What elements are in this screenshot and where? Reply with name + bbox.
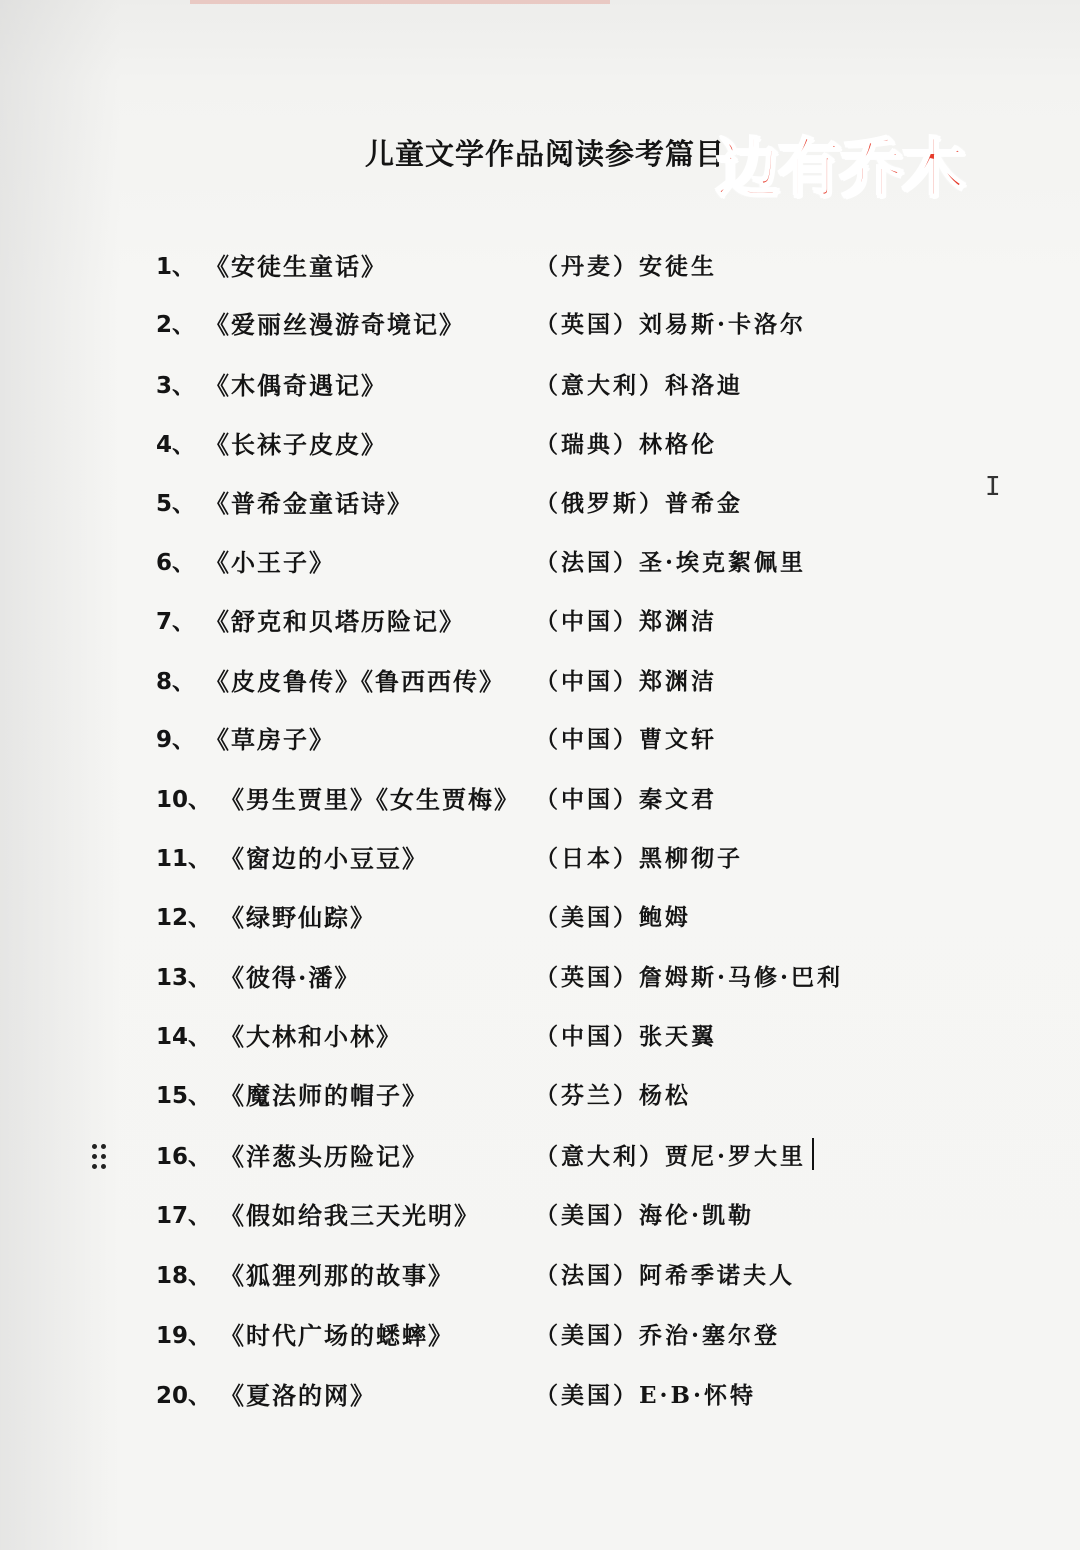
item-number: 19、 <box>156 1323 212 1349</box>
book-author: （美国）鲍姆 <box>535 904 691 931</box>
list-item <box>0 543 1080 583</box>
item-number: 18、 <box>156 1263 212 1289</box>
page-title: 儿童文学作品阅读参考篇目 <box>365 137 726 171</box>
text-cursor-icon: I <box>985 472 1001 502</box>
book-author: （丹麦）安徒生 <box>535 253 717 280</box>
list-item <box>0 366 1080 406</box>
item-number: 15、 <box>156 1083 212 1109</box>
book-author: （芬兰）杨松 <box>535 1082 691 1109</box>
book-title: 《小王子》 <box>205 548 335 577</box>
item-number: 7、 <box>156 609 196 635</box>
item-number: 16、 <box>156 1144 212 1170</box>
item-number: 3、 <box>156 373 196 399</box>
book-author: （法国）圣·埃克絮佩里 <box>535 549 807 576</box>
book-author: （中国）郑渊洁 <box>535 608 717 635</box>
list-item <box>0 720 1080 760</box>
list-item <box>0 839 1080 879</box>
list-item <box>0 1196 1080 1236</box>
book-author: （美国）海伦·凯勒 <box>535 1202 755 1229</box>
list-item <box>0 898 1080 938</box>
item-number: 4、 <box>156 432 196 458</box>
list-item <box>0 780 1080 820</box>
item-number: 9、 <box>156 727 196 753</box>
book-author: （瑞典）林格伦 <box>535 431 717 458</box>
book-title: 《时代广场的蟋蟀》 <box>220 1321 454 1350</box>
item-number: 12、 <box>156 905 212 931</box>
book-title: 《窗边的小豆豆》 <box>220 844 428 873</box>
book-title: 《安徒生童话》 <box>205 252 387 281</box>
list-item <box>0 1376 1080 1416</box>
text-caret <box>812 1138 814 1170</box>
book-author: （日本）黑柳彻子 <box>535 845 743 872</box>
item-number: 17、 <box>156 1203 212 1229</box>
book-author: （美国）E·B·怀特 <box>535 1382 756 1409</box>
list-item <box>0 1256 1080 1296</box>
book-title: 《长袜子皮皮》 <box>205 430 387 459</box>
list-item <box>0 662 1080 702</box>
book-title: 《爱丽丝漫游奇境记》 <box>205 310 465 339</box>
item-number: 10、 <box>156 787 212 813</box>
book-title: 《木偶奇遇记》 <box>205 371 387 400</box>
book-title: 《大林和小林》 <box>220 1022 402 1051</box>
book-author: （中国）郑渊洁 <box>535 668 717 695</box>
book-title: 《草房子》 <box>205 725 335 754</box>
book-title: 《洋葱头历险记》 <box>220 1142 428 1171</box>
item-number: 2、 <box>156 312 196 338</box>
list-item <box>0 425 1080 465</box>
item-number: 5、 <box>156 491 196 517</box>
item-number: 13、 <box>156 965 212 991</box>
book-author: （英国）刘易斯·卡洛尔 <box>535 311 807 338</box>
item-number: 14、 <box>156 1024 212 1050</box>
list-item <box>0 484 1080 524</box>
book-author: （中国）秦文君 <box>535 786 717 813</box>
item-number: 8、 <box>156 669 196 695</box>
book-author: （中国）曹文轩 <box>535 726 717 753</box>
book-title: 《魔法师的帽子》 <box>220 1081 428 1110</box>
list-item <box>0 1017 1080 1057</box>
drag-handle-icon[interactable] <box>90 1142 110 1172</box>
item-number: 20、 <box>156 1383 212 1409</box>
book-author: （意大利）科洛迪 <box>535 372 743 399</box>
book-title: 《皮皮鲁传》《鲁西西传》 <box>205 667 505 696</box>
list-item <box>0 1316 1080 1356</box>
book-title: 《狐狸列那的故事》 <box>220 1261 454 1290</box>
item-number: 1、 <box>156 254 196 280</box>
book-title: 《绿野仙踪》 <box>220 903 376 932</box>
book-title: 《夏洛的网》 <box>220 1381 376 1410</box>
book-title: 《舒克和贝塔历险记》 <box>205 607 465 636</box>
list-item <box>0 602 1080 642</box>
list-item <box>0 305 1080 345</box>
book-author: （中国）张天翼 <box>535 1023 717 1050</box>
book-author: （美国）乔治·塞尔登 <box>535 1322 781 1349</box>
book-title: 《普希金童话诗》 <box>205 489 413 518</box>
book-author: （英国）詹姆斯·马修·巴利 <box>535 964 844 991</box>
book-author: （俄罗斯）普希金 <box>535 490 743 517</box>
book-author: （意大利）贾尼·罗大里 <box>535 1143 807 1170</box>
list-item <box>0 958 1080 998</box>
watermark-text: 边有乔木 <box>716 133 964 207</box>
book-author: （法国）阿希季诺夫人 <box>535 1262 795 1289</box>
list-item <box>0 1076 1080 1116</box>
book-title: 《假如给我三天光明》 <box>220 1201 480 1230</box>
book-title: 《彼得·潘》 <box>220 963 361 992</box>
book-title: 《男生贾里》《女生贾梅》 <box>220 785 520 814</box>
item-number: 11、 <box>156 846 212 872</box>
item-number: 6、 <box>156 550 196 576</box>
list-item <box>0 247 1080 287</box>
list-item <box>0 1137 1080 1177</box>
